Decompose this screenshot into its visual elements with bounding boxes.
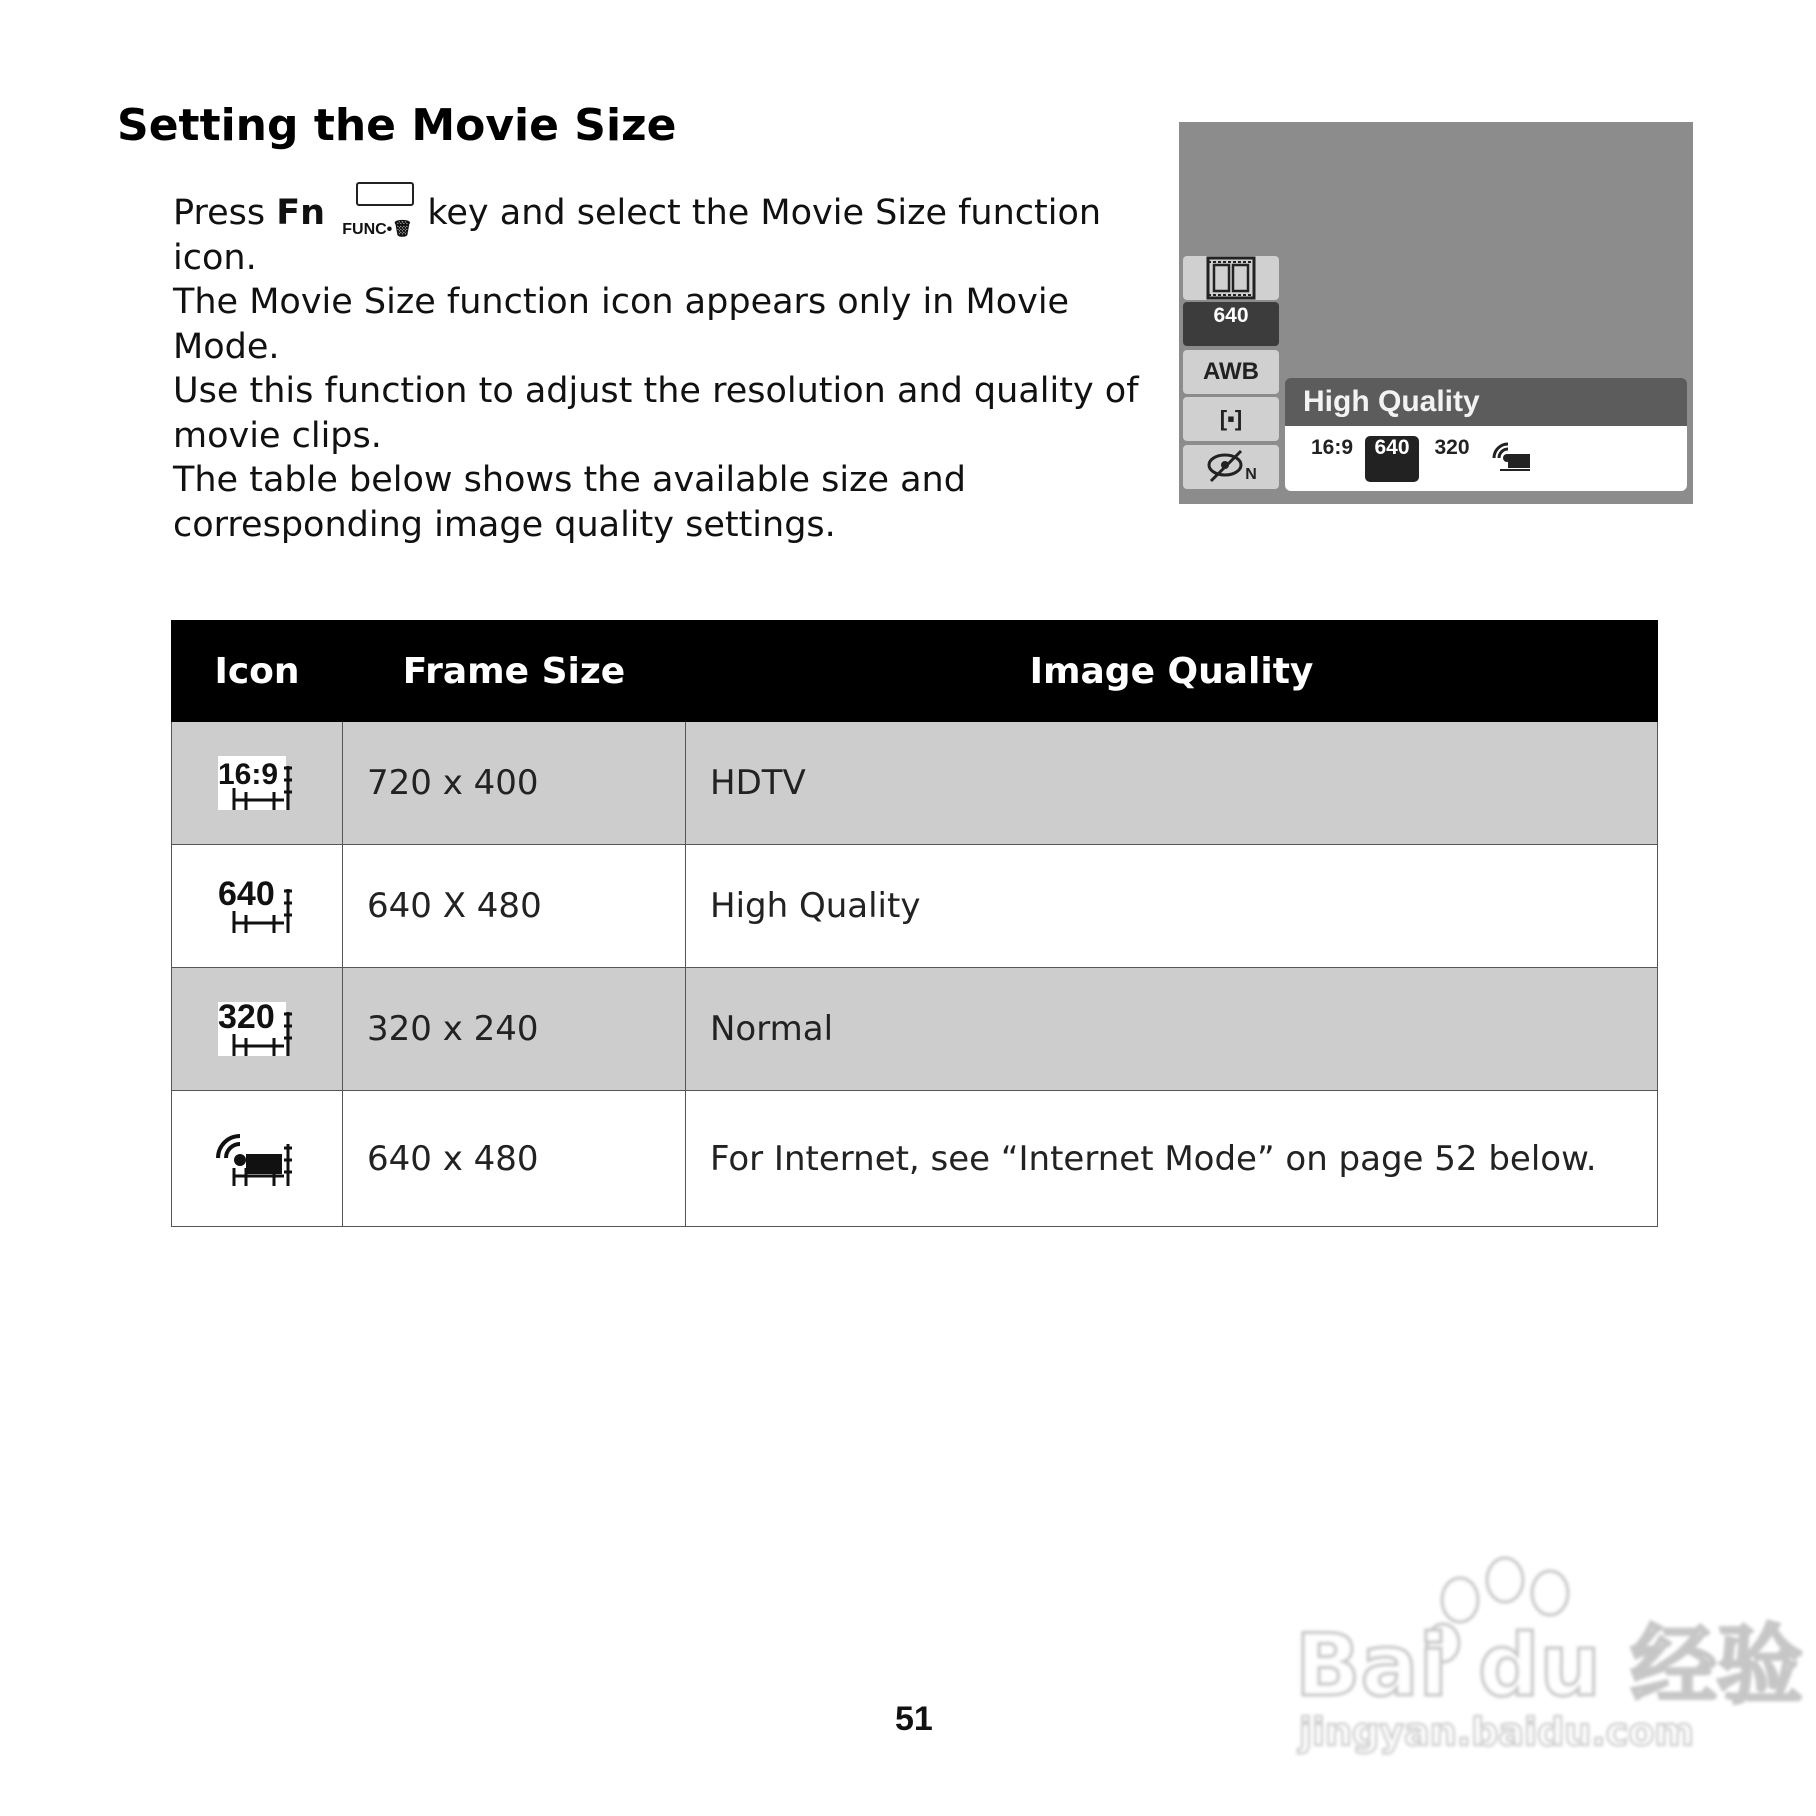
movie-640-icon bbox=[172, 845, 343, 968]
panel-title: High Quality bbox=[1285, 378, 1687, 426]
press-word: Press bbox=[173, 193, 266, 233]
intro-line1-rest: key and select the Movie Size function icon. bbox=[173, 193, 1102, 278]
frame-size-cell: 640 x 480 bbox=[343, 1091, 686, 1227]
movie-320-icon bbox=[172, 968, 343, 1091]
option-16-9-icon: 16:9 bbox=[1310, 436, 1354, 459]
header-icon: Icon bbox=[172, 621, 343, 722]
quality-cell: High Quality bbox=[686, 845, 1658, 968]
option-640-icon: 640 bbox=[1365, 436, 1419, 482]
svg-text:16:9: 16:9 bbox=[218, 758, 279, 791]
movie-16-9-icon bbox=[172, 722, 343, 845]
panel-options bbox=[1285, 426, 1687, 491]
svg-text:Bai du 经验: Bai du 经验 bbox=[1295, 1616, 1803, 1716]
option-320-icon: 320 bbox=[1434, 436, 1470, 459]
table-row bbox=[172, 1091, 1658, 1227]
film-icon bbox=[1183, 256, 1279, 300]
svg-text:jingyan.baidu.com: jingyan.baidu.com bbox=[1299, 1710, 1694, 1754]
movie-size-table bbox=[171, 620, 1658, 1227]
table-row bbox=[172, 968, 1658, 1091]
quality-panel bbox=[1285, 378, 1687, 491]
header-image-quality: Image Quality bbox=[686, 621, 1658, 722]
frame-size-cell: 640 X 480 bbox=[343, 845, 686, 968]
camera-screen-illustration bbox=[1179, 122, 1693, 504]
metering-icon: [▪] bbox=[1183, 397, 1279, 441]
fn-key-label: Fn bbox=[276, 193, 326, 233]
frame-size-cell: 720 x 400 bbox=[343, 722, 686, 845]
intro-line3: Use this function to adjust the resolution and quality of movie clips. bbox=[173, 371, 1139, 456]
table-row bbox=[172, 845, 1658, 968]
quality-cell: Normal bbox=[686, 968, 1658, 1091]
svg-text:640: 640 bbox=[218, 875, 275, 913]
quality-cell: For Internet, see “Internet Mode” on page 52 below. bbox=[686, 1091, 1658, 1227]
func-trash-key-icon: FUNC•🗑 bbox=[340, 190, 412, 230]
table-row bbox=[172, 722, 1658, 845]
movie-size-640-icon: 640 bbox=[1183, 302, 1279, 346]
header-frame-size: Frame Size bbox=[343, 621, 686, 722]
baidu-watermark-logo bbox=[1295, 1545, 1803, 1755]
color-effect-icon: N bbox=[1183, 445, 1279, 489]
page-title: Setting the Movie Size bbox=[117, 100, 677, 151]
quality-cell: HDTV bbox=[686, 722, 1658, 845]
table-header-row bbox=[172, 621, 1658, 722]
intro-line2: The Movie Size function icon appears only in Movie Mode. bbox=[173, 282, 1070, 367]
intro-text bbox=[173, 190, 1153, 547]
option-internet-icon bbox=[1485, 436, 1539, 482]
movie-internet-icon bbox=[172, 1091, 343, 1227]
intro-line4: The table below shows the available size and corresponding image quality settings. bbox=[173, 460, 966, 545]
frame-size-cell: 320 x 240 bbox=[343, 968, 686, 1091]
page-number: 51 bbox=[895, 1700, 933, 1738]
svg-text:320: 320 bbox=[218, 998, 275, 1036]
awb-icon: AWB bbox=[1183, 350, 1279, 394]
